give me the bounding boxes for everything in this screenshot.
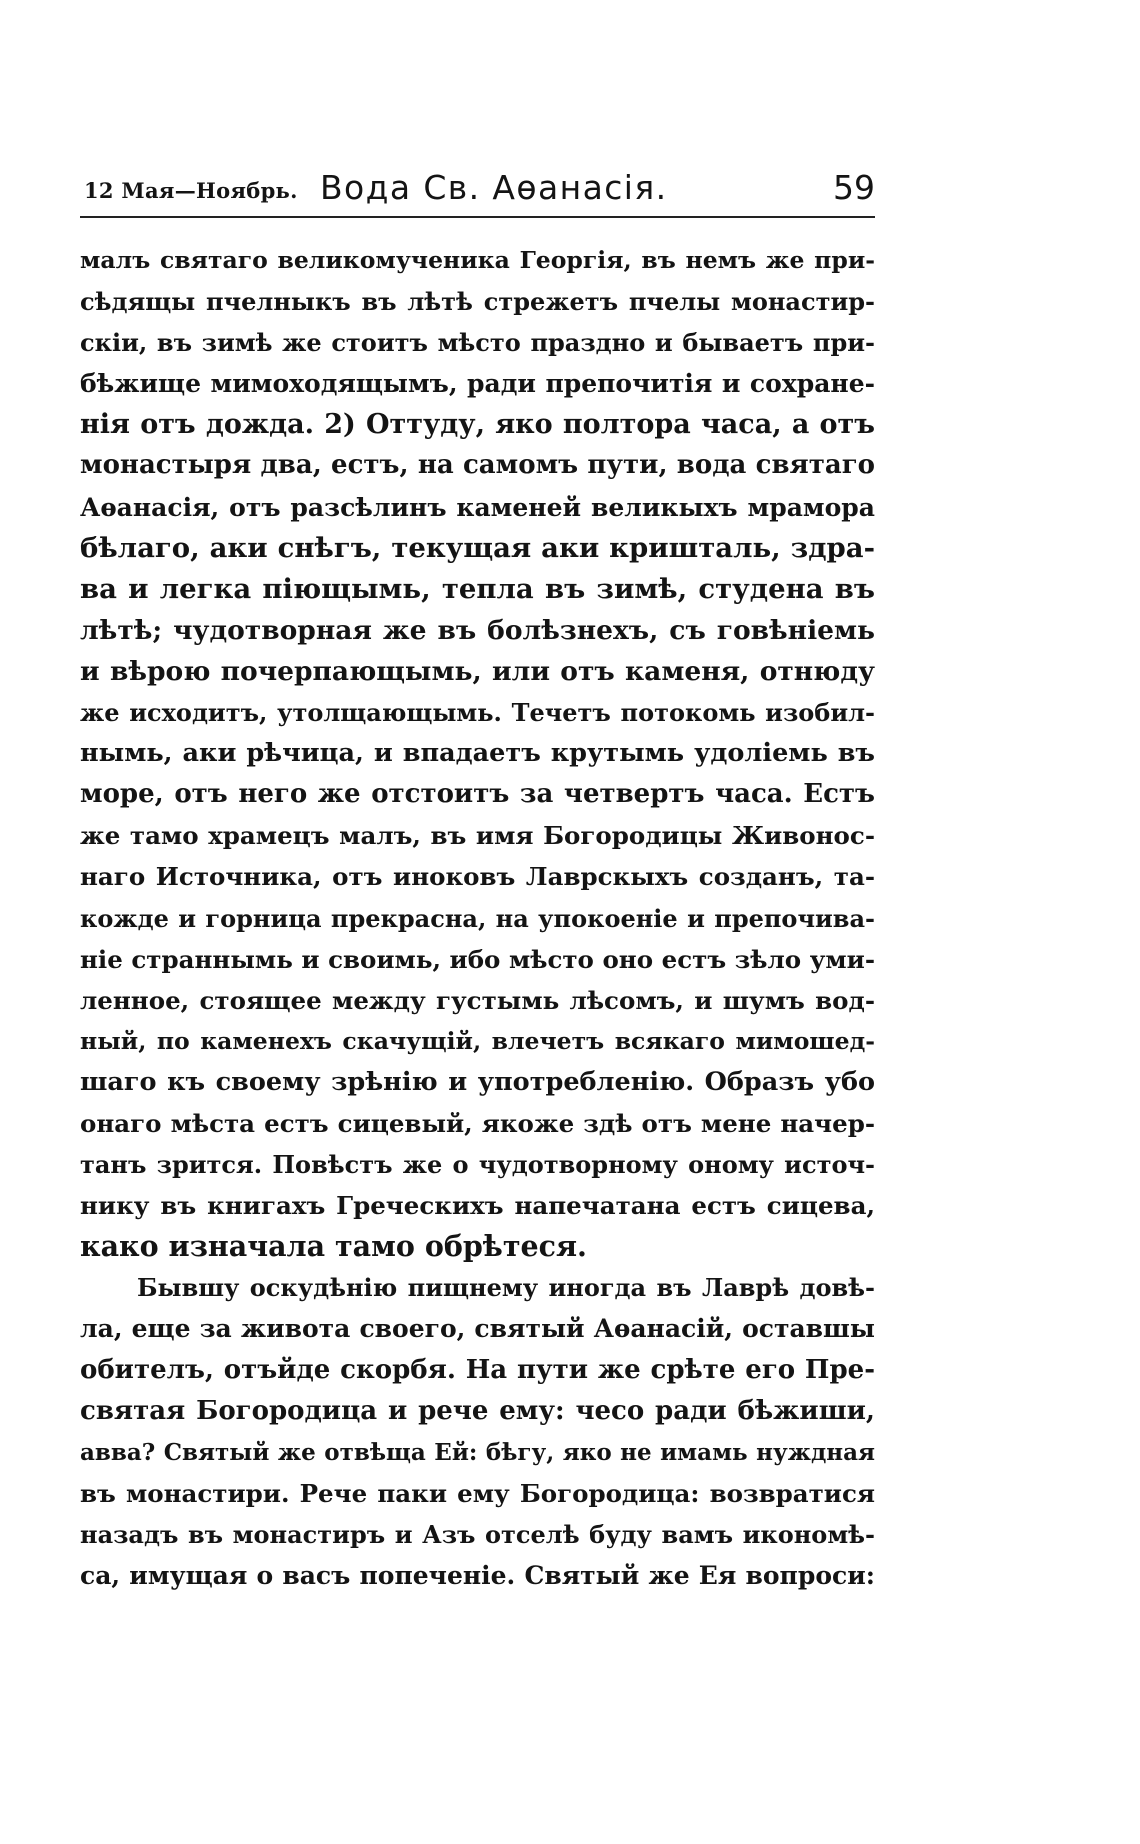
text-line: обителъ, отъйде скорбя. На пути же срѣте его Пре- xyxy=(80,1354,875,1385)
text-line: кожде и горница прекрасна, на упокоеніе и препочива- xyxy=(80,903,875,933)
text-line: Аѳанасія, отъ разсѣлинъ каменей великыхъ мрамора xyxy=(80,492,875,522)
text-line: и вѣрою почерпающымь, или отъ каменя, отнюду xyxy=(80,655,875,687)
text-line: ный, по каменехъ скачущій, влечетъ всякаго мимошед- xyxy=(80,1026,875,1055)
header-date-range: 12 Мая—Ноябрь. xyxy=(84,178,298,203)
text-line: наго Источника, отъ иноковъ Лаврскыхъ созданъ, та- xyxy=(80,862,875,892)
text-line: ва и легка піющымь, тепла въ зимѣ, студена въ xyxy=(80,572,875,605)
text-line: онаго мѣста естъ сицевый, якоже здѣ отъ мене начер- xyxy=(80,1108,875,1138)
text-line: ла, еще за живота своего, святый Аѳанасій, оставшы xyxy=(80,1314,875,1344)
text-line: скіи, въ зимѣ же стоитъ мѣсто праздно и бываетъ при- xyxy=(80,328,875,358)
text-line: ніе страннымь и своимь, ибо мѣсто оно естъ зѣло уми- xyxy=(80,944,875,974)
text-line: танъ зрится. Повѣстъ же о чудотворному оному источ- xyxy=(80,1150,875,1180)
text-line: бѣжище мимоходящымъ, ради препочитія и сохране- xyxy=(80,369,875,399)
text-line: нымь, аки рѣчица, и впадаетъ крутымь удоліемь въ xyxy=(80,738,875,769)
body-text xyxy=(80,240,875,1596)
text-line: лѣтѣ; чудотворная же въ болѣзнехъ, съ говѣніемь xyxy=(80,614,875,646)
header-rule xyxy=(80,216,875,218)
page-number: 59 xyxy=(833,168,875,207)
running-header xyxy=(80,168,875,216)
header-title: Вода Св. Аѳанасія. xyxy=(320,168,668,207)
text-line: сѣдящы пчелныкъ въ лѣтѣ стрежетъ пчелы монастир- xyxy=(80,287,875,317)
text-line: шаго къ своему зрѣнію и употребленію. Образъ убо xyxy=(80,1066,875,1097)
text-line: святая Богородица и рече ему: чесо ради бѣжиши, xyxy=(80,1395,875,1426)
paragraph-end-line: како изначала тамо обрѣтеся. xyxy=(80,1229,587,1264)
text-line: авва? Святый же отвѣща Ей: бѣгу, яко не имамь нуждная xyxy=(80,1438,875,1466)
text-line: ленное, стоящее между густымь лѣсомъ, и шумъ вод- xyxy=(80,985,875,1015)
text-line: въ монастири. Рече паки ему Богородица: возвратися xyxy=(80,1478,875,1508)
text-line: са, имущая о васъ попеченіе. Святый же Ея вопроси: xyxy=(80,1561,875,1590)
text-line: малъ святаго великомученика Георгія, въ немъ же при- xyxy=(80,246,875,274)
text-line: же исходитъ, утолщающымь. Течетъ потокомь изобил- xyxy=(80,698,875,728)
text-line: море, отъ него же отстоитъ за четвертъ часа. Естъ xyxy=(80,779,875,810)
text-line: нику въ книгахъ Греческихъ напечатана естъ сицева, xyxy=(80,1191,875,1221)
text-line: назадъ въ монастиръ и Азъ отселѣ буду вамъ икономѣ- xyxy=(80,1519,875,1549)
text-line: монастыря два, естъ, на самомъ пути, вода святаго xyxy=(80,450,875,481)
text-line: нія отъ дожда. 2) Оттуду, яко полтора часа, а отъ xyxy=(80,409,875,441)
text-line: же тамо храмецъ малъ, въ имя Богородицы Живонос- xyxy=(80,821,875,851)
paragraph-start-line: Бывшу оскудѣнію пищнему иногда въ Лаврѣ довѣ- xyxy=(137,1273,875,1303)
text-line: бѣлаго, аки снѣгъ, текущая аки кришталь, здра- xyxy=(80,531,875,564)
